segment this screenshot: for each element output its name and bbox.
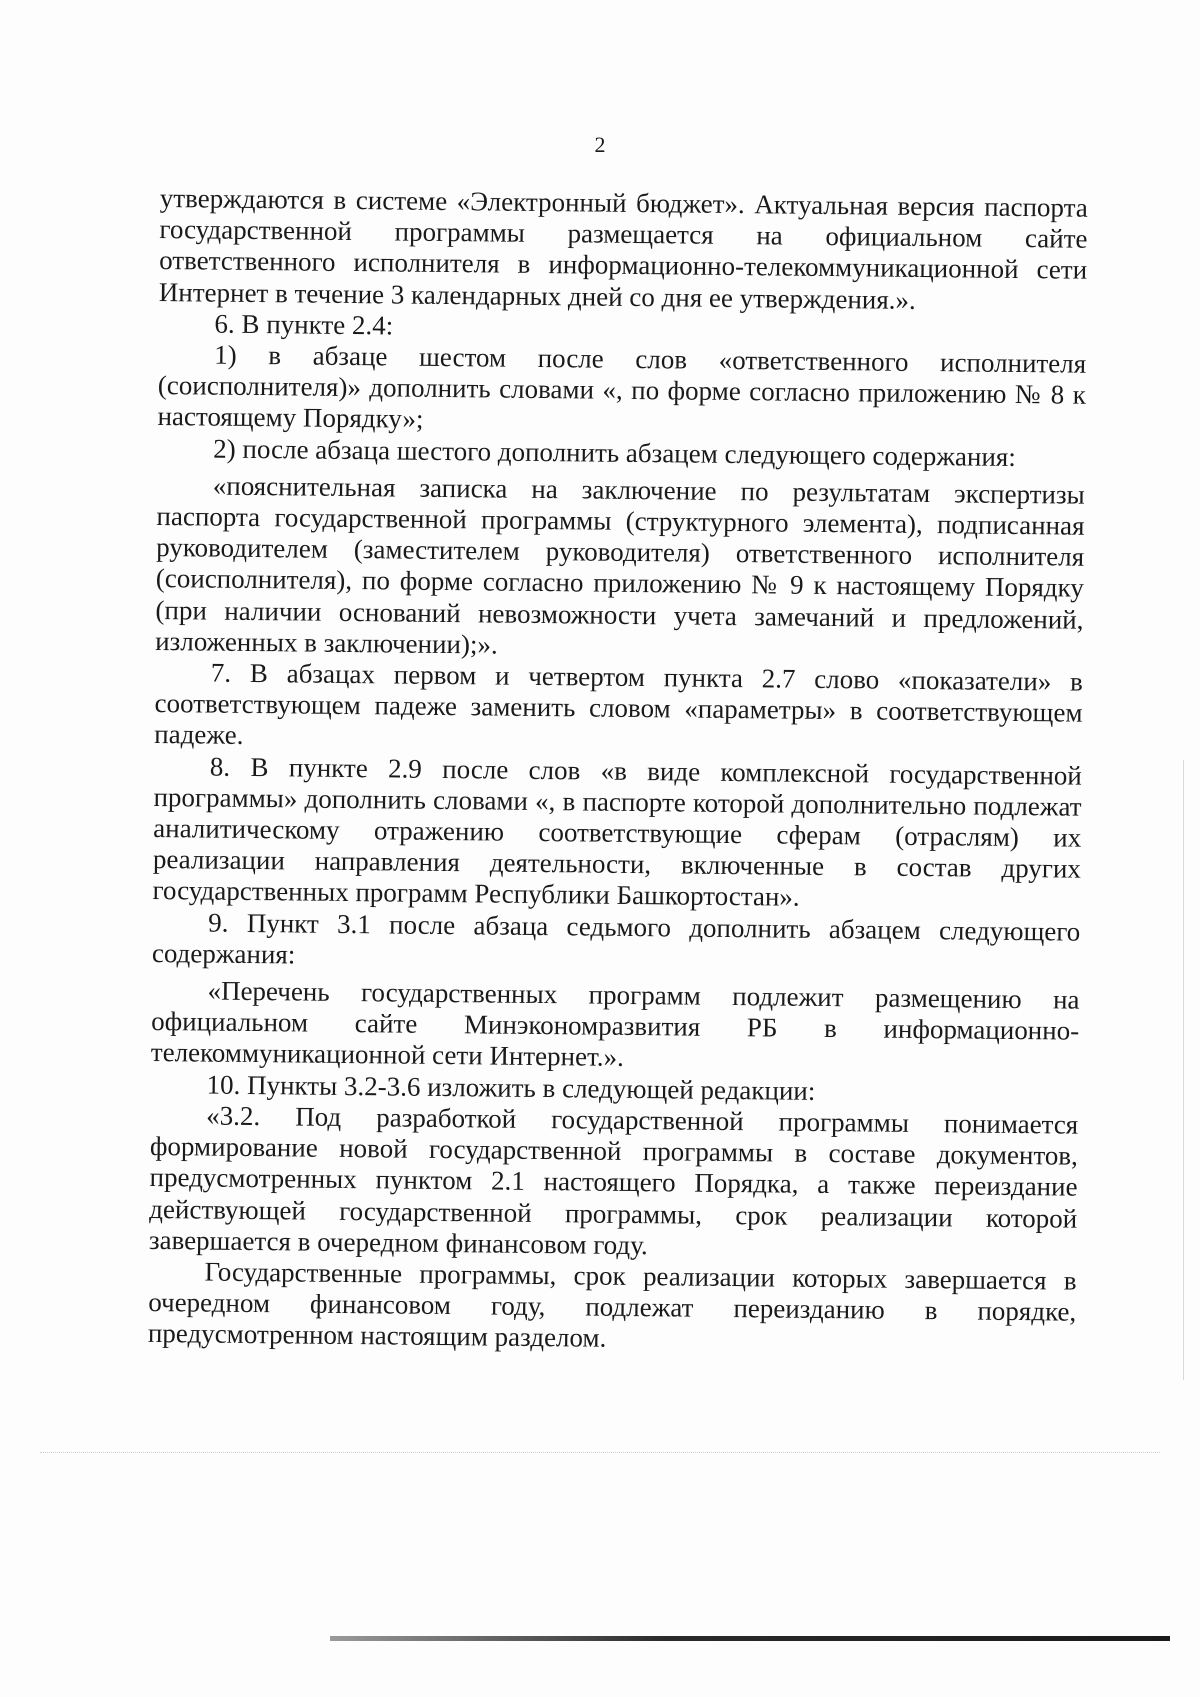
paragraph-quote-3-2: «3.2. Под разработкой государственной программы понимается формирование новой государственной программы в составе документов, предусмотренных пунктом 2.1 настоящего Порядка, а также переиздание действующей государственной программы, срок реализации которой завершается в очередном финансовом году. (148, 1100, 1079, 1260)
paragraph-item-10: 10. Пункты 3.2-3.6 изложить в следующей редакции: (206, 1069, 816, 1106)
scan-fold-line (40, 1452, 1160, 1454)
bottom-scan-bar (330, 1636, 1170, 1641)
paragraph-item-7: 7. В абзацах первом и четвертом пункта 2.7 слово «показатели» в соответствующем падеже заменить словом «параметры» в соответствующем падеже. (154, 657, 1083, 751)
scan-edge-line (1183, 760, 1184, 1380)
paragraph-quote-list-of-programs: «Перечень государственных программ подлежит размещению на официальном сайте Минэкономразвития РБ в информационно-телекоммуникационной сети Интернет.». (150, 975, 1080, 1073)
document-body (148, 183, 1088, 1359)
paragraph-state-programs: Государственные программы, срок реализации которых завершается в очередном финансовом году, подлежат переизданию в порядке, предусмотренном настоящим разделом. (147, 1256, 1077, 1354)
paragraph-continuation: утверждаются в системе «Электронный бюджет». Актуальная версия паспорта государственной программы размещается на официальном сайте ответственного исполнителя в информационно-телекоммуникационной сети Интернет в течение 3 календарных дней со дня ее утверждения.». (158, 183, 1088, 315)
paragraph-subitem-1: 1) в абзаце шестом после слов «ответственного исполнителя (соисполнителя)» дополнить словами «, по форме согласно приложению № 8 к настоящему Порядку»; (157, 339, 1087, 435)
paragraph-item-6: 6. В пункте 2.4: (214, 308, 394, 341)
paragraph-subitem-2: 2) после абзаца шестого дополнить абзацем следующего содержания: (213, 433, 1016, 472)
paragraph-item-8: 8. В пункте 2.9 после слов «в виде комплексной государственной программы» дополнить словами «, в паспорте которой дополнительно подлежат аналитическому отражению соответствующие сферам (отраслям) их реализации направления деятельности, включенные в состав других государственных программ Республики Башкортостан». (152, 751, 1083, 913)
paragraph-item-9: 9. Пункт 3.1 после абзаца седьмого дополнить абзацем следующего содержания: (151, 907, 1081, 970)
page-number: 2 (594, 132, 606, 157)
paragraph-quote-explanatory-note: «пояснительная записка на заключение по результатам экспертизы паспорта государственной программы (структурного элемента), подписанная руководителем (заместителем руководителя) ответственного исполнителя (соисполнителя), по форме согласно приложению № 9 к настоящему Порядку (при наличии оснований невозможности учета замечаний и предложений, изложенных в заключении);». (155, 470, 1085, 660)
